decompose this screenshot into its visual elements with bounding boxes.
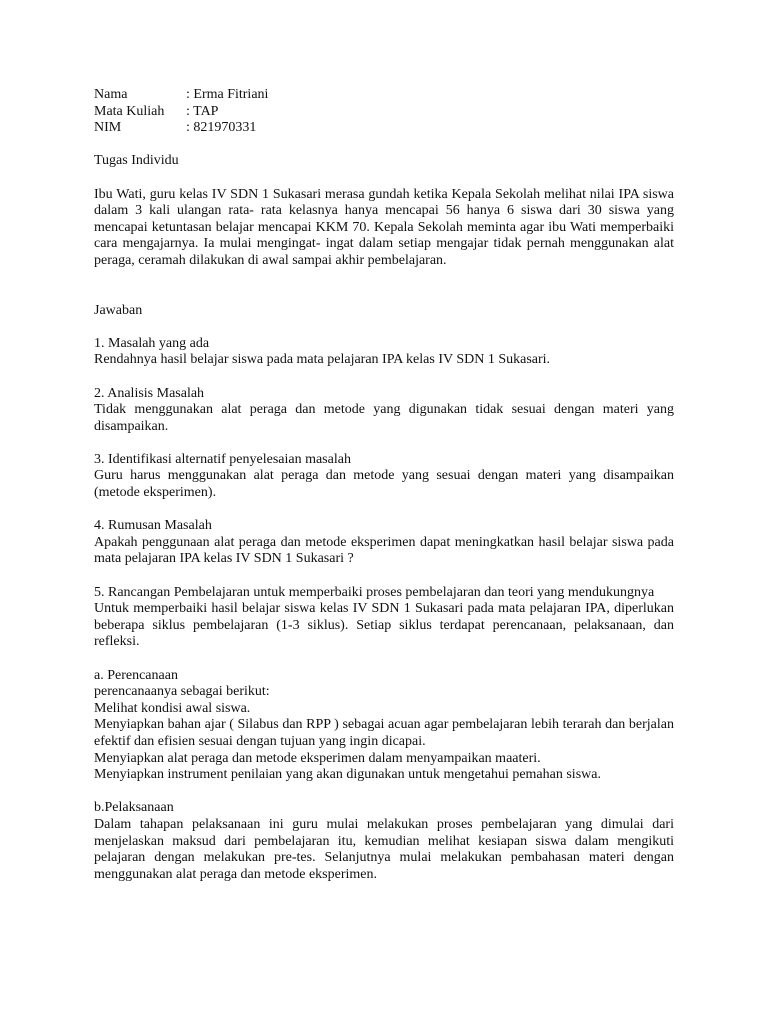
- info-value-nama: : Erma Fitriani: [186, 87, 269, 102]
- section-3-body: Guru harus menggunakan alat peraga dan metode yang sesuai dengan materi yang disampaikan (metode eksperimen).: [94, 468, 674, 501]
- perencanaan-heading: a. Perencanaan: [94, 667, 178, 683]
- pelaksanaan-body: Dalam tahapan pelaksanaan ini guru mulai melakukan proses pembelajaran yang dimulai dari menjelaskan maksud dari pembelajaran itu, kemudian melihat kesiapan siswa dalam mengikuti pelajaran dengan melakukan pre-tes. Selanjutnya mulai melakukan pembahasan materi dengan menggunakan alat peraga dan metode eksperimen.: [94, 816, 674, 882]
- info-label-mata-kuliah: Mata Kuliah: [94, 103, 165, 119]
- perencanaan-line: Menyiapkan instrument penilaian yang akan digunakan untuk mengetahui pemahan siswa.: [94, 767, 601, 783]
- section-4-body: Apakah penggunaan alat peraga dan metode eksperimen dapat meningkatkan hasil belajar siswa pada mata pelajaran IPA kelas IV SDN 1 Sukasari ?: [94, 534, 674, 567]
- section-5-heading: 5. Rancangan Pembelajaran untuk memperbaiki proses pembelajaran dan teori yang mendukungnya: [94, 584, 655, 600]
- info-label-nim: NIM: [94, 120, 122, 136]
- assignment-title: Tugas Individu: [94, 153, 179, 169]
- pelaksanaan-heading: b.Pelaksanaan: [94, 800, 174, 816]
- section-1-body: Rendahnya hasil belajar siswa pada mata pelajaran IPA kelas IV SDN 1 Sukasari.: [94, 352, 551, 368]
- answer-title: Jawaban: [94, 302, 143, 318]
- section-2-heading: 2. Analisis Masalah: [94, 385, 205, 401]
- info-value-mata-kuliah: : TAP: [186, 103, 219, 119]
- info-label-nama: Nama: [94, 87, 128, 102]
- student-info: [94, 87, 674, 137]
- perencanaan-line: Menyiapkan alat peraga dan metode eksperimen dalam menyampaikan maateri.: [94, 750, 541, 766]
- section-2-body: Tidak menggunakan alat peraga dan metode yang digunakan tidak sesuai dengan materi yang disampaikan.: [94, 402, 674, 434]
- perencanaan-line: Menyiapkan bahan ajar ( Silabus dan RPP ) sebagai acuan agar pembelajaran lebih terarah dan berjalan efektif dan efisien sesuai dengan tujuan yang ingin dicapai.: [94, 717, 674, 749]
- section-1-heading: 1. Masalah yang ada: [94, 335, 210, 351]
- section-4-heading: 4. Rumusan Masalah: [94, 518, 212, 534]
- info-value-nim: : 821970331: [186, 120, 257, 136]
- perencanaan-line: Melihat kondisi awal siswa.: [94, 700, 251, 716]
- case-description: Ibu Wati, guru kelas IV SDN 1 Sukasari merasa gundah ketika Kepala Sekolah melihat nilai IPA siswa dalam 3 kali ulangan rata- rata kelasnya hanya mencapai 56 hanya 6 siswa dari 30 siswa yang mencapai ketuntasan belajar mencapai KKM 70. Kepala Sekolah meminta agar ibu Wati memperbaiki cara mengajarnya. Ia mulai mengingat- ingat dalam setiap mengajar tidak pernah menggunakan alat peraga, ceramah dilakukan di awal sampai akhir pembelajaran.: [94, 186, 674, 268]
- section-5-body: Untuk memperbaiki hasil belajar siswa kelas IV SDN 1 Sukasari pada mata pelajaran IPA, diperlukan beberapa siklus pembelajaran (1-3 siklus). Setiap siklus terdapat perencanaan, pelaksanaan, dan refleksi.: [94, 601, 674, 650]
- section-3-heading: 3. Identifikasi alternatif penyelesaian masalah: [94, 451, 351, 467]
- perencanaan-line: perencanaanya sebagai berikut:: [94, 684, 270, 700]
